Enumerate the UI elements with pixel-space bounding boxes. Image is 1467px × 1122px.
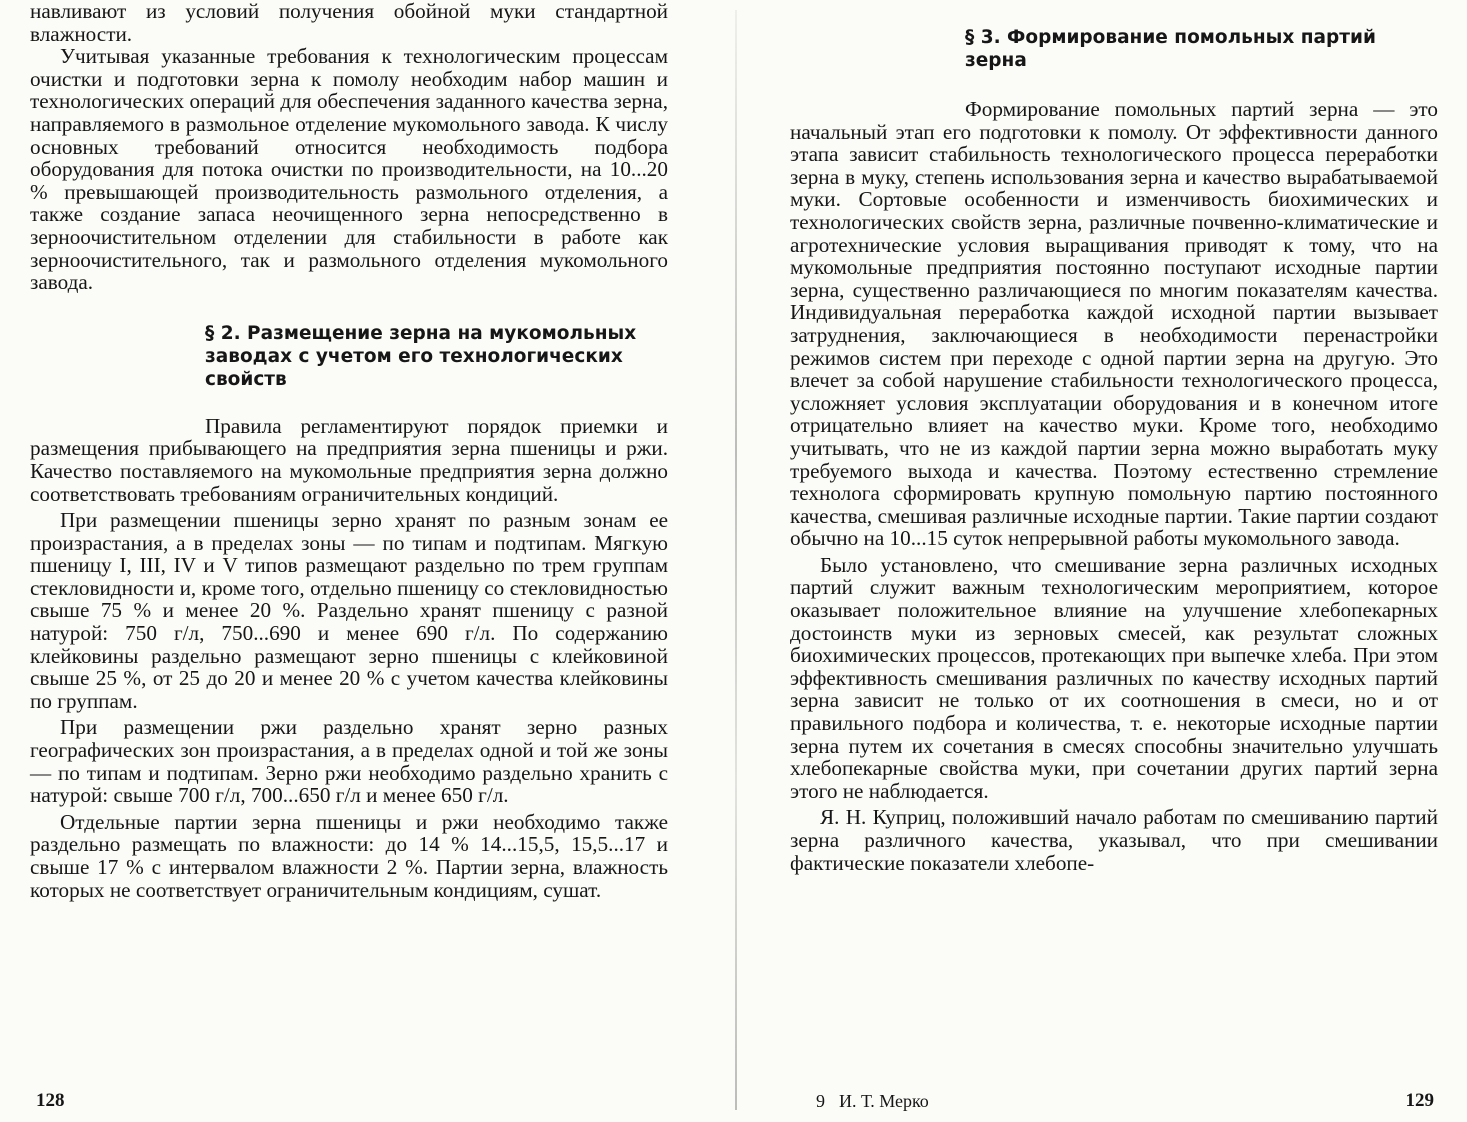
paragraph: Учитывая указанные требования к технологическим процессам очистки и подготовки зерна к помолу необходим набор машин и технологических операций для обеспечения заданного качества зерна, направляемого в размольное отделение мукомольного завода. К числу основных требований относится необходимость подбора оборудования для потока очистки по производительности, на 10...20 % превышающей производительность размольного отделения, а также создание запаса неочищенного зерна непосредственно в зерноочистительном отделении для стабильности в работе как зерноочистительного, так и размольного отделения мукомольного завода. xyxy=(30,44,668,295)
paragraph: Отдельные партии зерна пшеницы и ржи необходимо также раздельно размещать по влажности: до 14 % 14...15,5, 15,5...17 и свыше 17 % с интервалом влажности 2 %. Партии зерна, влажность которых не соответствует ограничительным кондициям, сушат. xyxy=(30,809,668,902)
section-heading-3: § 3. Формирование помольных партий зерна xyxy=(965,27,1376,71)
book-gutter xyxy=(735,10,737,1110)
signature-number: 9 xyxy=(816,1091,825,1111)
paragraph: Было установлено, что смешивание зерна различных исходных партий служит важным технологическим мероприятием, которое оказывает положительное влияние на улучшение хлебопекарных достоинств муки из зерновых смесей, как результат сложных биохимических процессов, протекающих при выпечке хлеба. При этом эффективность смешивания различных по качеству исходных партий зерна зависит не только от их соотношения в смеси, но и от правильного подбора и количества, т. е. некоторые исходные партии зерна путем их сочетания в смесях способны значительно улучшать хлебопекарные свойства муки, при сочетании других партий зерна этого не наблюдается. xyxy=(790,552,1438,803)
left-body xyxy=(30,0,668,294)
paragraph: При размещении ржи раздельно хранят зерно разных географических зон произрастания, а в пределах одной и той же зоны — по типам и подтипам. Зерно ржи необходимо раздельно хранить с натурой: свыше 700 г/л, 700...650 г/л и менее 650 г/л. xyxy=(30,715,668,808)
signature-author: И. Т. Мерко xyxy=(839,1091,929,1111)
paragraph: Я. Н. Куприц, положивший начало работам по смешиванию партий зерна различного качества, указывал, что при смешивании фактические показатели хлебопе- xyxy=(790,805,1438,875)
paragraph: Правила регламентируют порядок приемки и размещения прибывающего на предприятия зерна пшеницы и ржи. Качество поставляемого на мукомольные предприятия зерна должно соответствовать требованиям ограничительных кондиций. xyxy=(30,413,668,506)
page-number-left: 128 xyxy=(36,1090,65,1111)
left-page xyxy=(30,0,668,1122)
page-number-right: 129 xyxy=(1405,1090,1434,1111)
right-body xyxy=(790,98,1438,874)
paragraph: навливают из условий получения обойной муки стандартной влажности. xyxy=(30,0,668,46)
section-heading-2: § 2. Размещение зерна на мукомольных заводах с учетом его технологических свойств xyxy=(205,322,637,390)
paragraph: При размещении пшеницы зерно хранят по разным зонам ее произрастания, а в пределах зоны — по типам и подтипам. Мягкую пшеницу I, III, IV и V типов размещают раздельно по трем группам стекловидности и, кроме того, отдельно пшеницу со стекловидностью свыше 75 % и менее 20 %. Раздельно хранят пшеницу с разной натурой: 750 г/л, 750...690 и менее 690 г/л. По содержанию клейковины раздельно размещают зерно пшеницы с клейковиной свыше 25 %, от 25 до 20 и менее 20 % с учетом качества клейковины по группам. xyxy=(30,508,668,713)
paragraph: Формирование помольных партий зерна — это начальный этап его подготовки к помолу. От эффективности данного этапа зависит стабильность технологического процесса переработки зерна в муку, степень использования зерна и качество вырабатываемой муки. Сортовые особенности и изменчивость биохимических и технологических свойств зерна, различные почвенно-климатические и агротехнические условия выращивания приводят к тому, что на мукомольные предприятия постоянно поступают исходные партии зерна, существенно различающиеся по многим показателям качества. Индивидуальная переработка каждой исходной партии вызывает затруднения, заключающиеся в необходимости перенастройки режимов систем при переходе с одной партии зерна на другую. Это влечет за собой нарушение стабильности технологического процесса, усложняет условия эксплуатации оборудования и в конечном итоге отрицательно влияет на качество муки. Кроме того, необходимо учитывать, что не из каждой партии зерна можно выработать муку требуемого выхода и качества. Поэтому естественно стремление технолога сформировать крупную помольную партию постоянного качества, смешивая различные исходные партии. Такие партии создают обычно на 10...15 суток непрерывной работы мукомольного завода. xyxy=(790,97,1438,551)
left-body-2 xyxy=(30,415,668,901)
right-page xyxy=(790,0,1438,1122)
printer-signature xyxy=(816,1091,929,1112)
